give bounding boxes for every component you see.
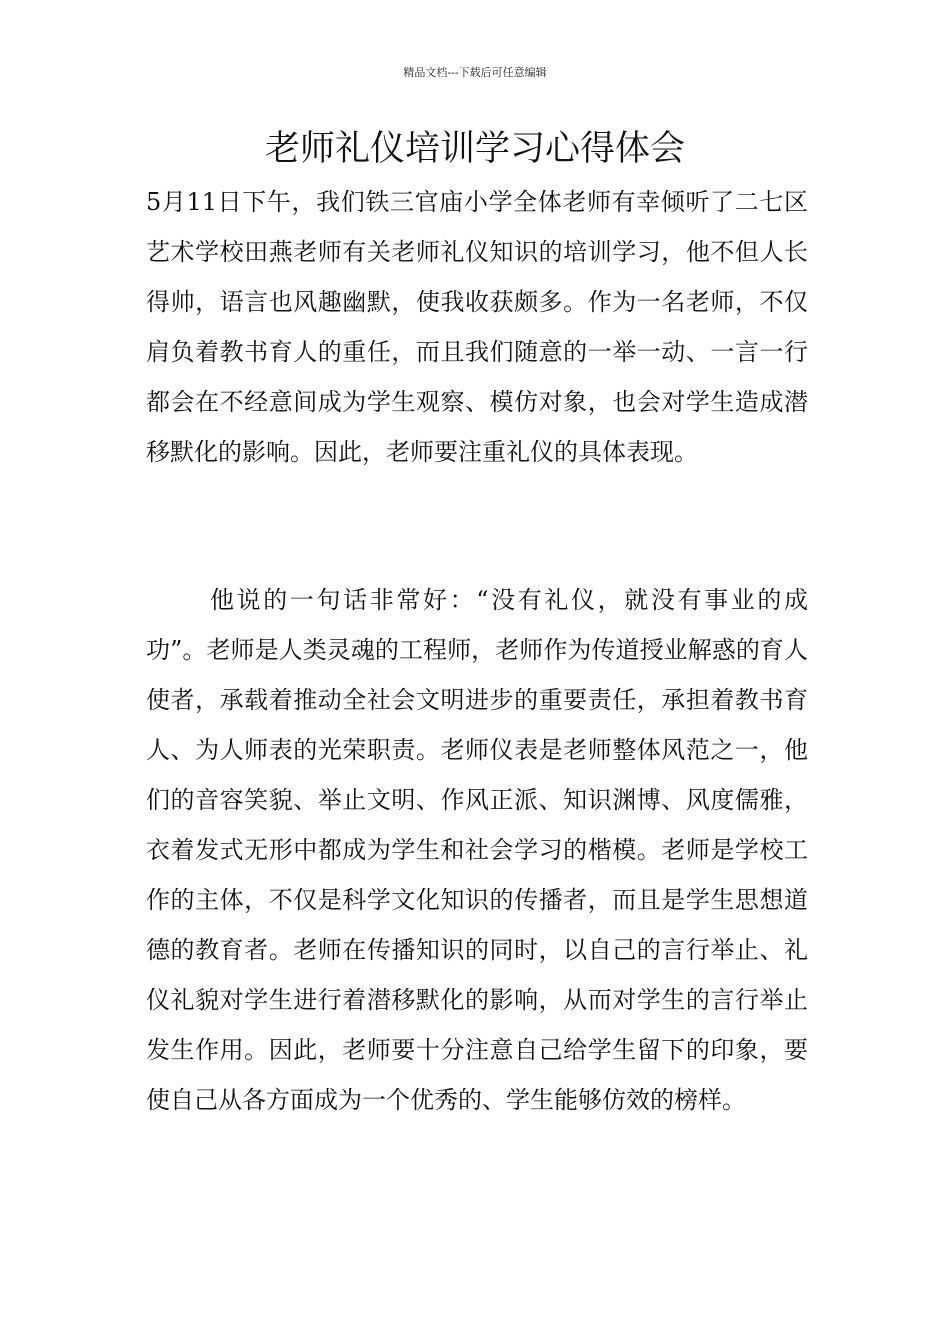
body-paragraph-2: 他说的一句话非常好：“没有礼仪，就没有事业的成功”。老师是人类灵魂的工程师，老师作为传道授业解惑的育人使者，承载着推动全社会文明进步的重要责任，承担着教书育人、为人师表的光荣职责。老师仪表是老师整体风范之一，他们的音容笑貌、举止文明、作风正派、知识渊博、风度儒雅，衣着发式无形中都成为学生和社会学习的楷模。老师是学校工作的主体，不仅是科学文化知识的传播者，而且是学生思想道德的教育者。老师在传播知识的同时，以自己的言行举止、礼仪礼貌对学生进行着潜移默化的影响，从而对学生的言行举止发生作用。因此，老师要十分注意自己给学生留下的印象，要使自己从各方面成为一个优秀的、学生能够仿效的榜样。 (146, 586, 808, 1114)
document-title: 老师礼仪培训学习心得体会 (264, 129, 685, 169)
page-header: 精品文档---下载后可任意编辑 (403, 66, 547, 79)
body-paragraph-1: 5月11日下午，我们铁三官庙小学全体老师有幸倾听了二七区艺术学校田燕老师有关老师礼仪知识的培训学习，他不但人长得帅，语言也风趣幽默，使我收获颇多。作为一名老师，不仅肩负着教书育人的重任，而且我们随意的一举一动、一言一行都会在不经意间成为学生观察、模仿对象，也会对学生造成潜移默化的影响。因此，老师要注重礼仪的具体表现。 (146, 188, 808, 466)
